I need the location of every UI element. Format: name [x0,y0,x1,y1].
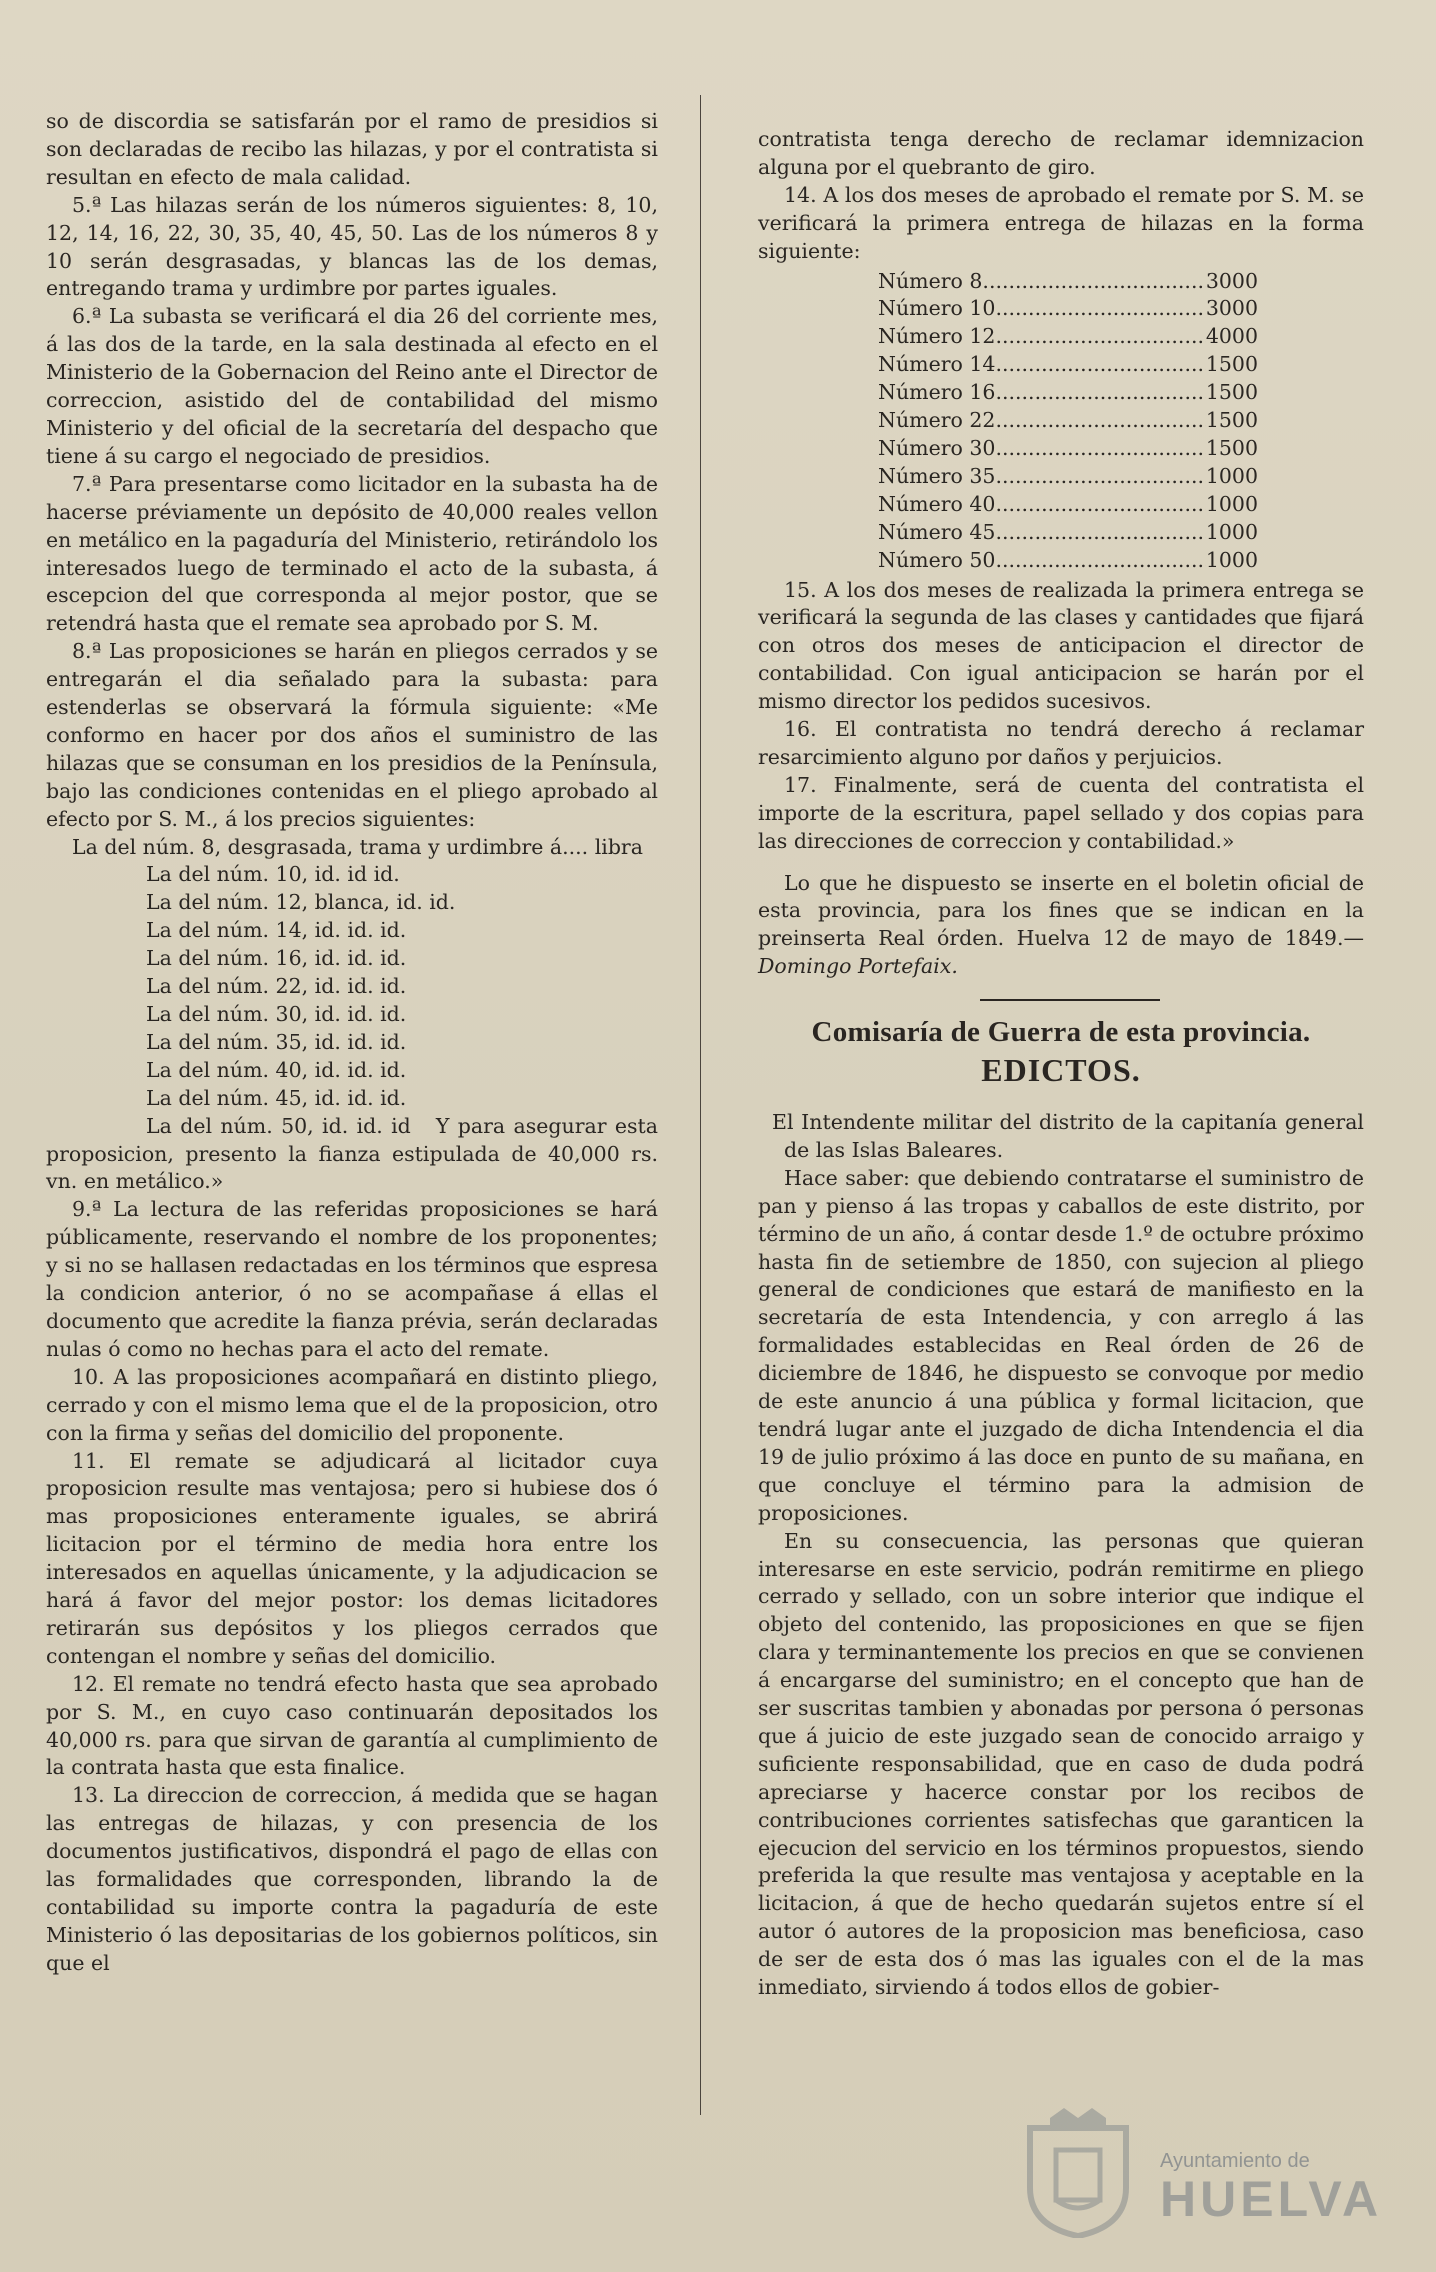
paragraph: so de discordia se satisfarán por el ramo de presidios si son declaradas de recibo las hilazas, y por el contratista si resultan en efecto de mala calidad. [46,109,658,189]
delivery-number: Número 40 [878,491,996,516]
price-list-item: La del núm. 35, id. id. id. [146,1029,407,1054]
delivery-row [878,351,1258,379]
price-list-item: La del núm. 22, id. id. id. [146,974,407,999]
watermark-caption: Ayuntamiento de [1160,2150,1310,2172]
paragraph: 14. A los dos meses de aprobado el remate por S. M. se verificará la primera entrega de hilazas en la forma siguiente: [758,182,1364,263]
paragraph: En su consecuencia, las personas que quieran interesarse en este servicio, podrán remitirme en pliego cerrado y sellado, con un sobre interior que indique el objeto del contenido, las proposiciones en que se fijen clara y terminantemente los precios en que se convienen á encargarse del suministro; en el concepto que han de ser suscritas tambien y abonadas por persona ó personas que á juicio de este juzgado sean de conocido arraigo y suficiente responsabilidad, que en caso de duda podrá apreciarse y hacerce constar por los recibos de contribuciones corrientes satisfechas que garanticen la ejecucion del servicio en los términos propuestos, siendo preferida la que resulte mas ventajosa y aceptable en la licitacion, á que de hecho quedarán sujetos entre sí el autor ó autores de la proposicion mas beneficiosa, caso de ser de esta dos ó mas las iguales con el de la mas inmediato, sirviendo á todos ellos de gobier- [758,1528,1364,2000]
column-divider [700,95,701,2115]
closing-paragraph [758,870,1364,982]
delivery-row [878,547,1258,575]
delivery-quantity: 1000 [1205,547,1258,572]
delivery-quantity: 1500 [1205,380,1258,405]
delivery-number: Número 22 [878,408,996,433]
paragraph: 16. El contratista no tendrá derecho á reclamar resarcimiento alguno por daños y perjuicios. [758,717,1364,769]
delivery-quantity: 3000 [1205,296,1258,321]
paragraph: 17. Finalmente, será de cuenta del contratista el importe de la escritura, papel sellado y dos copias para las direcciones de correccion y contabilidad.» [758,772,1364,853]
delivery-quantity: 3000 [1205,268,1258,293]
right-column [758,126,1364,2002]
delivery-number: Número 45 [878,519,996,544]
price-list-item: La del núm. 30, id. id. id. [146,1002,407,1026]
delivery-row [878,323,1258,351]
left-column [46,108,658,1978]
delivery-quantity: 1000 [1205,491,1258,516]
paragraph: 6.ª La subasta se verificará el dia 26 del corriente mes, á las dos de la tarde, en la sala destinada al efecto en el Ministerio de la Gobernacion del Reino ante el Director de correccion, asistido del de contabilidad del mismo Ministerio y del oficial de la secretaría del despacho que tiene á su cargo el negociado de presidios. [46,304,658,468]
dot-leader [995,435,1205,463]
delivery-row [878,435,1258,463]
paragraph: 8.ª Las proposiciones se harán en pliegos cerrados y se entregarán el dia señalado para la subasta: para estenderlas se observará la fórmula siguiente: «Me conformo en hacer por dos años el suministro de las hilazas que se consuman en los presidios de la Península, bajo las condiciones contenidas en el pliego aprobado al efecto por S. M., á los precios siguientes: [46,639,658,831]
paragraph: Hace saber: que debiendo contratarse el suministro de pan y pienso á las tropas y caballos de este distrito, por término de un año, á contar desde 1.º de octubre próximo hasta fin de setiembre de 1850, con sujecion al pliego general de condiciones que estará de manifiesto en la secretaría de esta Intendencia, y con arreglo á las formalidades establecidas en Real órden de 26 de diciembre de 1846, he dispuesto se convoque por medio de este anuncio á una pública y formal licitacion, que tendrá lugar ante el juzgado de dicha Intendencia el dia 19 de julio próximo á las doce en punto de su mañana, en que concluye el término para la admision de proposiciones. [758,1165,1364,1525]
price-list-item: La del núm. 10, id. id id. [146,862,400,887]
dot-leader [995,463,1205,491]
edictos-title: EDICTOS. [981,1052,1141,1089]
paragraph-continuation: Y para asegurar esta proposicion, presento la fianza estipulada de 40,000 rs. vn. en metálico.» [46,1113,658,1194]
delivery-table [878,268,1364,575]
paragraph: 10. A las proposiciones acompañará en distinto pliego, cerrado y con el mismo lema que el de la proposicion, otro con la firma y señas del domicilio del proponente. [46,1364,658,1445]
delivery-quantity: 1500 [1205,352,1258,377]
delivery-number: Número 12 [878,324,996,349]
paragraph: 5.ª Las hilazas serán de los números siguientes: 8, 10, 12, 14, 16, 22, 30, 35, 40, 45, 50. Las de los números 8 y 10 serán desgrasadas, y blancas las de los demas, entregando trama y urdimbre por partes iguales. [46,192,658,301]
price-list [46,861,658,1112]
delivery-number: Número 8 [878,268,983,293]
delivery-quantity: 1500 [1205,435,1258,460]
dot-leader [995,491,1205,519]
signature: Domingo Portefaix. [758,954,958,979]
dot-leader [995,323,1205,351]
delivery-quantity: 1000 [1205,519,1258,544]
paragraph: 12. El remate no tendrá efecto hasta que sea aprobado por S. M., en cuyo caso continuarán depositados los 40,000 rs. para que sirvan de garantía al cumplimiento de la contrata hasta que esta finalice. [46,1671,658,1780]
delivery-row [878,463,1258,491]
paragraph: 11. El remate se adjudicará al licitador cuya proposicion resulte mas ventajosa; pero si hubiese dos ó mas proposiciones enteramente iguales, se abrirá licitacion por el término de media hora entre los interesados en aquellas únicamente, y la adjudicacion se hará á favor del mejor postor: los demas licitadores retirarán sus depósitos y los pliegos cerrados que contengan el nombre y señas del domicilio. [46,1448,658,1668]
delivery-number: Número 35 [878,463,996,488]
section-title: Comisaría de Guerra de esta provincia. [811,1016,1311,1049]
watermark-name: HUELVA [1160,2171,1383,2227]
price-list-item: La del núm. 14, id. id. id. [146,918,407,943]
delivery-number: Número 30 [878,435,996,460]
closing-text: Lo que he dispuesto se inserte en el boletin oficial de esta provincia, para los fines que se indican en la preinserta Real órden. Huelva 12 de mayo de 1849.— [758,870,1364,951]
dot-leader [982,268,1205,296]
delivery-number: Número 50 [878,547,996,572]
dot-leader [995,547,1205,575]
price-list-item: La del núm. 12, blanca, id. id. [146,890,456,915]
paragraph: La del núm. 8, desgrasada, trama y urdimbre á.... libra [72,834,643,859]
city-seal-icon [1020,2108,1136,2238]
delivery-number: Número 10 [878,296,996,321]
dot-leader [995,407,1205,435]
delivery-row [878,519,1258,547]
paragraph: contratista tenga derecho de reclamar idemnizacion alguna por el quebranto de giro. [758,127,1364,179]
delivery-number: Número 14 [878,352,996,377]
delivery-number: Número 16 [878,380,996,405]
paragraph: 15. A los dos meses de realizada la primera entrega se verificará la segunda de las clases y cantidades que fijará con otros dos meses de anticipacion el director de contabilidad. Con igual anticipacion se harán por el mismo director los pedidos sucesivos. [758,577,1364,714]
delivery-quantity: 1000 [1205,463,1258,488]
dot-leader [995,379,1205,407]
dot-leader [995,295,1205,323]
price-list-item: La del núm. 40, id. id. id. [146,1057,407,1082]
delivery-row [878,268,1258,296]
price-list-item: La del núm. 50, id. id. id [146,1113,411,1138]
dot-leader [995,519,1205,547]
delivery-row [878,295,1258,323]
delivery-row [878,407,1258,435]
price-list-item: La del núm. 45, id. id. id. [146,1085,407,1110]
delivery-row [878,491,1258,519]
paragraph [46,1113,658,1197]
price-list-item: La del núm. 16, id. id. id. [146,946,407,971]
dot-leader [995,351,1205,379]
paragraph: 9.ª La lectura de las referidas proposiciones se hará públicamente, reservando el nombre de los proponentes; y si no se hallasen redactadas en los términos que espresa la condicion anterior, ó no se acompañase á ellas el documento que acredite la fianza prévia, serán declaradas nulas ó como no hechas para el acto del remate. [46,1197,658,1361]
section-rule [980,999,1160,1001]
edict-intro: El Intendente militar del distrito de la capitanía general de las Islas Baleares. [772,1110,1364,1162]
delivery-row [878,379,1258,407]
delivery-quantity: 4000 [1205,324,1258,349]
paragraph: 7.ª Para presentarse como licitador en la subasta ha de hacerse préviamente un depósito de 40,000 reales vellon en metálico en la pagaduría del Ministerio, retirándolo los interesados luego de terminado el acto de la subasta, á escepcion del que corresponda al mejor postor, que se retendrá hasta que el remate sea aprobado por S. M. [46,471,658,636]
paragraph: 13. La direccion de correccion, á medida que se hagan las entregas de hilazas, y con presencia de los documentos justificativos, dispondrá el pago de ellas con las formalidades que corresponden, librando la de contabilidad su importe contra la pagaduría de este Ministerio ó las depositarias de los gobiernos políticos, sin que el [46,1783,658,1975]
delivery-quantity: 1500 [1205,408,1258,433]
